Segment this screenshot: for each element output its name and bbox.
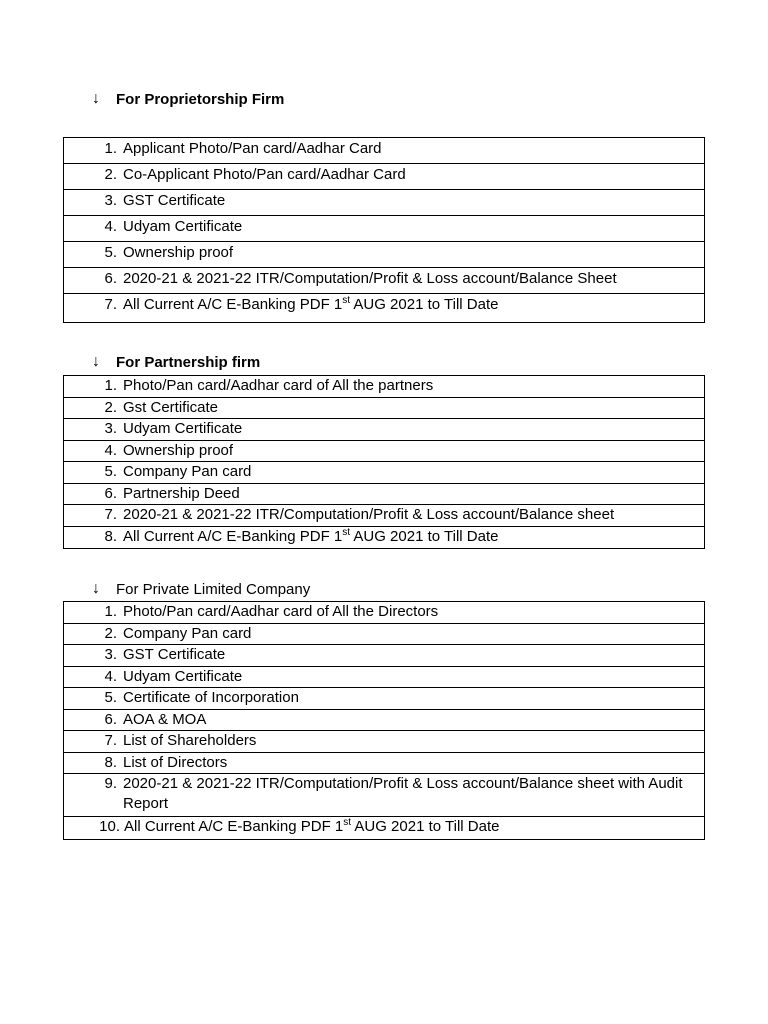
table-row (64, 667, 704, 689)
table-row (64, 138, 704, 164)
item-number: 7. (104, 732, 117, 749)
table-row (64, 505, 704, 527)
private-limited-table (63, 601, 705, 840)
item-number: 4. (104, 441, 117, 459)
table-row (64, 441, 704, 463)
section-title: For Proprietorship Firm (116, 90, 285, 108)
item-text: Udyam Certificate (123, 667, 243, 685)
item-number: 3. (104, 420, 117, 437)
section-title: For Private Limited Company (116, 580, 311, 598)
item-number: 1. (104, 603, 117, 620)
item-text: 2020-21 & 2021-22 ITR/Computation/Profit & Loss account/Balance Sheet (123, 270, 617, 287)
table-row (64, 624, 704, 646)
table-row (64, 294, 704, 322)
item-text: Co-Applicant Photo/Pan card/Aadhar Card (123, 166, 406, 183)
item-text: GST Certificate (123, 646, 226, 663)
item-text-part: AUG 2021 to Till Date (350, 296, 499, 313)
item-number: 4. (104, 667, 117, 685)
down-arrow-icon: ↓ (92, 90, 100, 107)
table-row (64, 602, 704, 624)
item-number: 5. (104, 244, 117, 261)
item-number: 2. (104, 398, 117, 416)
proprietorship-table (63, 137, 705, 323)
item-number: 7. (104, 296, 117, 313)
table-row (64, 731, 704, 753)
partnership-table (63, 375, 705, 549)
table-row (64, 398, 704, 420)
item-text: Photo/Pan card/Aadhar card of All the partners (123, 377, 434, 394)
item-text-part: All Current A/C E-Banking PDF 1 (124, 818, 344, 835)
item-text-part: AUG 2021 to Till Date (350, 527, 499, 545)
item-number: 6. (104, 270, 117, 287)
item-number: 5. (104, 463, 117, 480)
item-number: 2. (104, 624, 117, 642)
item-text: List of Directors (123, 753, 228, 771)
item-text: Applicant Photo/Pan card/Aadhar Card (123, 140, 382, 157)
item-text: Company Pan card (123, 624, 252, 642)
item-text (117, 294, 704, 316)
item-text (117, 527, 704, 547)
item-number: 9. (104, 775, 117, 792)
down-arrow-icon: ↓ (92, 353, 100, 370)
item-text: Ownership proof (123, 244, 234, 261)
table-row (64, 376, 704, 398)
item-text: 2020-21 & 2021-22 ITR/Computation/Profit & Loss account/Balance sheet with Audit Report (123, 775, 683, 812)
section-heading-proprietorship (92, 89, 284, 109)
item-text: 2020-21 & 2021-22 ITR/Computation/Profit & Loss account/Balance sheet (123, 506, 615, 523)
item-number: 2. (104, 166, 117, 183)
superscript: st (343, 817, 352, 828)
item-text (120, 817, 704, 837)
item-text-part: AUG 2021 to Till Date (351, 818, 500, 835)
item-text: Certificate of Incorporation (123, 689, 299, 706)
item-text: Company Pan card (123, 463, 252, 480)
item-text: Partnership Deed (123, 484, 240, 502)
table-row (64, 688, 704, 710)
table-row (64, 710, 704, 732)
table-row (64, 216, 704, 242)
table-row (64, 753, 704, 775)
item-number: 6. (104, 710, 117, 728)
table-row (64, 462, 704, 484)
table-row (64, 527, 704, 549)
item-number: 3. (104, 192, 117, 209)
item-number: 5. (104, 689, 117, 706)
item-number: 6. (104, 484, 117, 502)
item-number: 8. (104, 753, 117, 771)
item-text: Udyam Certificate (123, 218, 243, 235)
item-text: Gst Certificate (123, 398, 219, 416)
table-row (64, 190, 704, 216)
item-text: List of Shareholders (123, 732, 257, 749)
item-number: 7. (104, 506, 117, 523)
item-text-part: All Current A/C E-Banking PDF 1 (123, 296, 343, 313)
section-heading-private-limited (92, 579, 310, 599)
table-row (64, 774, 704, 817)
item-text: Ownership proof (123, 441, 234, 459)
item-number: 4. (104, 218, 117, 235)
section-title: For Partnership firm (116, 353, 261, 371)
table-row (64, 484, 704, 506)
item-number: 10. (99, 818, 120, 835)
down-arrow-icon: ↓ (92, 580, 100, 597)
item-text: GST Certificate (123, 192, 226, 209)
item-text-part: All Current A/C E-Banking PDF 1 (123, 527, 343, 545)
item-number: 8. (104, 527, 117, 545)
section-heading-partnership (92, 352, 260, 372)
item-text: Udyam Certificate (123, 420, 243, 437)
table-row (64, 164, 704, 190)
item-number: 1. (104, 377, 117, 394)
item-text: Photo/Pan card/Aadhar card of All the Directors (123, 603, 439, 620)
superscript: st (342, 526, 351, 538)
item-number: 1. (104, 140, 117, 157)
table-row (64, 645, 704, 667)
superscript: st (342, 295, 351, 306)
table-row (64, 419, 704, 441)
table-row (64, 268, 704, 294)
item-number: 3. (104, 646, 117, 663)
item-text: AOA & MOA (123, 710, 207, 728)
table-row (64, 817, 704, 839)
table-row (64, 242, 704, 268)
